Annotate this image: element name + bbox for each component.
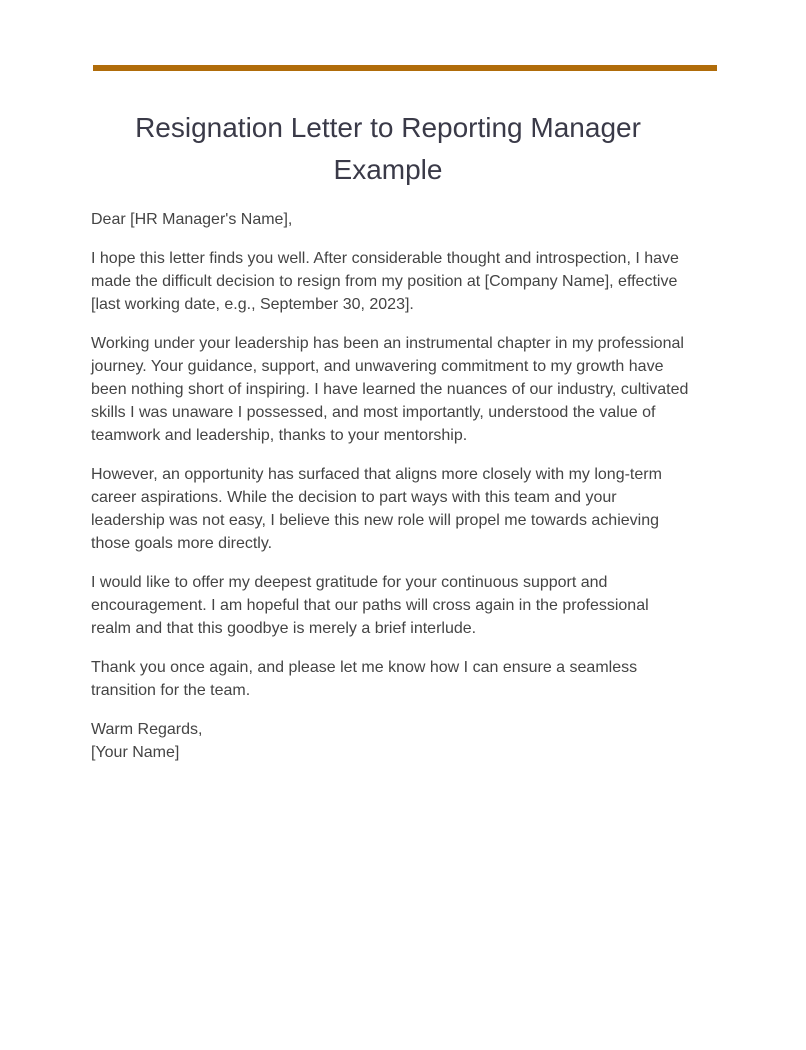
header-accent-rule <box>93 65 717 71</box>
salutation: Dear [HR Manager's Name], <box>91 211 293 228</box>
paragraph-gratitude-leadership: Working under your leadership has been an instrumental chapter in my professional journey. Your guidance, support, and unwavering commitment to my growth have been nothing short of inspiring. I have learned the nuances of our industry, cultivated skills I was unaware I possessed, and most importantly, understood the value of teamwork and leadership, thanks to your mentorship. <box>91 335 689 444</box>
closing: Warm Regards, <box>91 721 203 738</box>
document-title: Resignation Letter to Reporting Manager Example <box>135 112 641 185</box>
letter-body <box>91 208 691 764</box>
paragraph-intro: I hope this letter finds you well. After considerable thought and introspection, I have made the difficult decision to resign from my position at [Company Name], effective [last working date, e.g., September 30, 2023]. <box>91 250 679 313</box>
paragraph-transition: Thank you once again, and please let me know how I can ensure a seamless transition for the team. <box>91 659 638 699</box>
paragraph-thanks: I would like to offer my deepest gratitude for your continuous support and encouragement. I am hopeful that our paths will cross again in the professional realm and that this goodbye is merely a brief interlude. <box>91 574 649 637</box>
signoff <box>91 718 691 764</box>
paragraph-reason: However, an opportunity has surfaced that aligns more closely with my long-term career aspirations. While the decision to part ways with this team and your leadership was not easy, I believe this new role will propel me towards achieving those goals more directly. <box>91 466 662 552</box>
signature: [Your Name] <box>91 744 180 761</box>
